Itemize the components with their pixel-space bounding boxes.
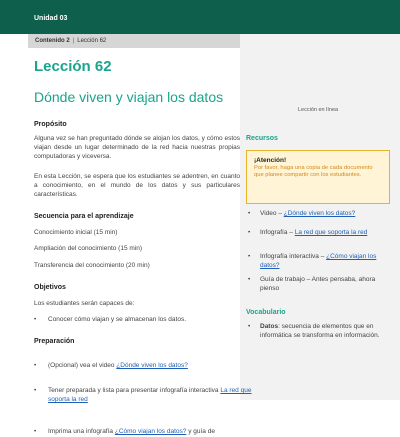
attention-box [246, 150, 390, 204]
preparacion-item-1: • (Opcional) vea el video ¿Dónde viven los datos? [34, 362, 254, 371]
recursos-heading: Recursos [246, 135, 278, 142]
lesson-mode: Lección en línea [298, 107, 339, 113]
recurso-interactiva-link[interactable]: ¿Cómo viajan los datos? [260, 253, 377, 269]
recurso-video-link[interactable]: ¿Dónde viven los datos? [283, 210, 356, 217]
preparacion-item-2: • Tener preparada y lista para presentar infografía interactiva La red que soporta la red [34, 387, 254, 405]
infografia-viajan-link[interactable]: ¿Cómo viajan los datos? [114, 427, 187, 435]
proposito-p1: Alguna vez se han preguntado dónde se alojan los datos, y cómo estos viajan desde un lugar determinado de la red hacia nuestras propias computadoras y viceversa. [34, 135, 240, 160]
proposito-heading: Propósito [34, 121, 67, 128]
video-link[interactable]: ¿Dónde viven los datos? [116, 361, 188, 369]
vocab-def: : secuencia de elementos que en informática se transforma en información. [260, 323, 380, 339]
recurso-infografia-link[interactable]: La red que soporta la red [294, 229, 368, 236]
preparacion-item-3: • Imprima una infografía ¿Cómo viajan los datos? y guía de [34, 428, 254, 437]
infografia-link[interactable]: La red que soporta la red [48, 386, 252, 403]
recurso-guia: • Guía de trabajo – Antes pensaba, ahora pienso [246, 276, 382, 294]
secuencia-heading: Secuencia para el aprendizaje [34, 213, 134, 220]
unit-label: Unidad 03 [34, 15, 68, 22]
lesson-title: Lección 62 [34, 58, 112, 75]
recurso-interactiva: • Infografía interactiva – ¿Cómo viajan los datos? [246, 253, 382, 271]
objetivos-intro: Los estudiantes serán capaces de: [34, 300, 135, 307]
secuencia-item-1: Conocimiento inicial (15 min) [34, 229, 118, 236]
recurso-infografia: • Infografía – La red que soporta la red [246, 229, 382, 238]
attention-title: ¡Atención! [254, 157, 287, 164]
vocabulario-heading: Vocabulario [246, 309, 286, 316]
secuencia-item-3: Transferencia del conocimiento (20 min) [34, 262, 150, 269]
objetivos-bullet: • Conocer cómo viajan y se almacenan los datos. [34, 316, 254, 325]
attention-text: Por favor, haga una copia de cada documento que planee compartir con los estudiantes. [254, 165, 373, 179]
objetivos-heading: Objetivos [34, 284, 66, 291]
breadcrumb-lesson: Lección 62 [77, 38, 107, 44]
secuencia-item-2: Ampliación del conocimiento (15 min) [34, 245, 143, 252]
vocab-item [246, 323, 382, 341]
breadcrumb-content: Contenido 2 [35, 38, 70, 44]
proposito-p2: En esta Lección, se espera que los estudiantes se adentren, en cuanto a conocimiento, en el mundo de los datos y sus particulares características. [34, 173, 240, 198]
breadcrumb-text: Contenido 2 | Lección 62 [35, 38, 107, 44]
preparacion-heading: Preparación [34, 338, 75, 345]
lesson-subtitle: Dónde viven y viajan los datos [34, 89, 224, 105]
recurso-video: • Video – ¿Dónde viven los datos? [246, 210, 382, 219]
vocab-term: Datos [260, 323, 279, 330]
